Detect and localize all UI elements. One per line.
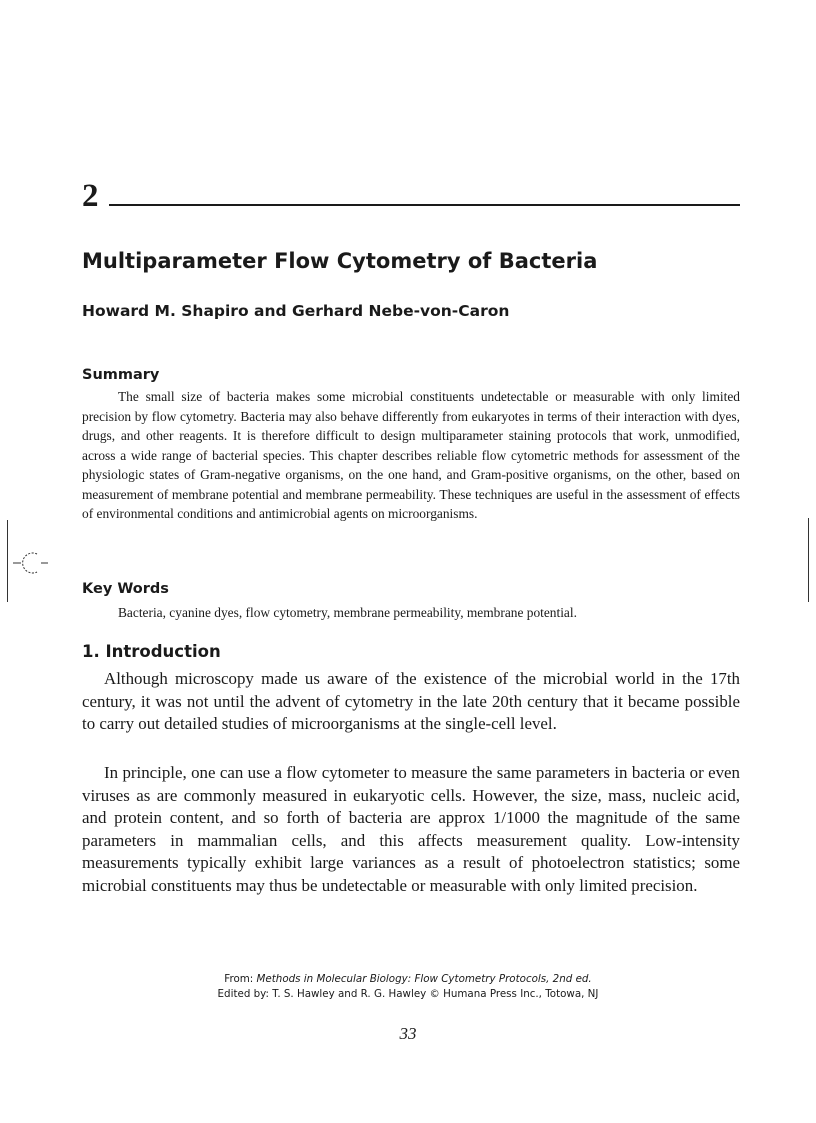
- keywords-heading: Key Words: [82, 581, 169, 597]
- summary-heading: Summary: [82, 367, 160, 383]
- footer-edited-line: Edited by: T. S. Hawley and R. G. Hawley © Humana Press Inc., Totowa, NJ: [217, 988, 599, 1000]
- intro-paragraph-2: In principle, one can use a flow cytometer to measure the same parameters in bacteria or even viruses as are commonly measured in eukaryotic cells. However, the size, mass, nucleic acid, and protein content, and so forth of bacteria are approx 1/1000 the magnitude of the same parameters in mammalian cells, and this affects measurement quality. Low-intensity measurements typically exhibit large variances as a result of photoelectron statistics; some microbial constituents may thus be undetectable or measurable with only limited precision.: [82, 763, 740, 895]
- footer-source-title: Methods in Molecular Biology: Flow Cytometry Protocols, 2nd ed.: [256, 973, 592, 985]
- registration-mark-icon: [10, 548, 50, 578]
- crop-mark-left-line: [7, 520, 8, 602]
- keywords-text: Bacteria, cyanine dyes, flow cytometry, membrane permeability, membrane potential.: [118, 605, 577, 620]
- footer-from-label: From:: [224, 973, 254, 985]
- chapter-authors: Howard M. Shapiro and Gerhard Nebe-von-Caron: [82, 302, 510, 320]
- chapter-header: [82, 178, 740, 214]
- footer-source: [0, 972, 816, 987]
- intro-paragraph-1: Although microscopy made us aware of the existence of the microbial world in the 17th century, it was not until the advent of cytometry in the late 20th century that it became possible to carry out detailed studies of microorganisms at the single-cell level.: [82, 669, 740, 733]
- chapter-number: 2: [82, 178, 99, 214]
- chapter-title: Multiparameter Flow Cytometry of Bacteria: [82, 249, 598, 273]
- page-number: 33: [399, 1024, 417, 1043]
- chapter-rule: [109, 204, 740, 206]
- crop-mark-right-line: [808, 518, 809, 602]
- introduction-heading: 1. Introduction: [82, 642, 221, 661]
- summary-text: The small size of bacteria makes some microbial constituents undetectable or measurable with only limited precision by flow cytometry. Bacteria may also behave differently from eukaryotes in terms of their interaction with dyes, drugs, and other reagents. It is therefore difficult to design multiparameter staining protocols that work, unmodified, across a wide range of bacterial species. This chapter describes reliable flow cytometric methods for assessment of the physiologic states of Gram-negative organisms, on the one hand, and Gram-positive organisms, on the other, based on measurement of membrane potential and membrane permeability. These techniques are useful in the assessment of effects of environmental conditions and antimicrobial agents on microorganisms.: [82, 389, 740, 521]
